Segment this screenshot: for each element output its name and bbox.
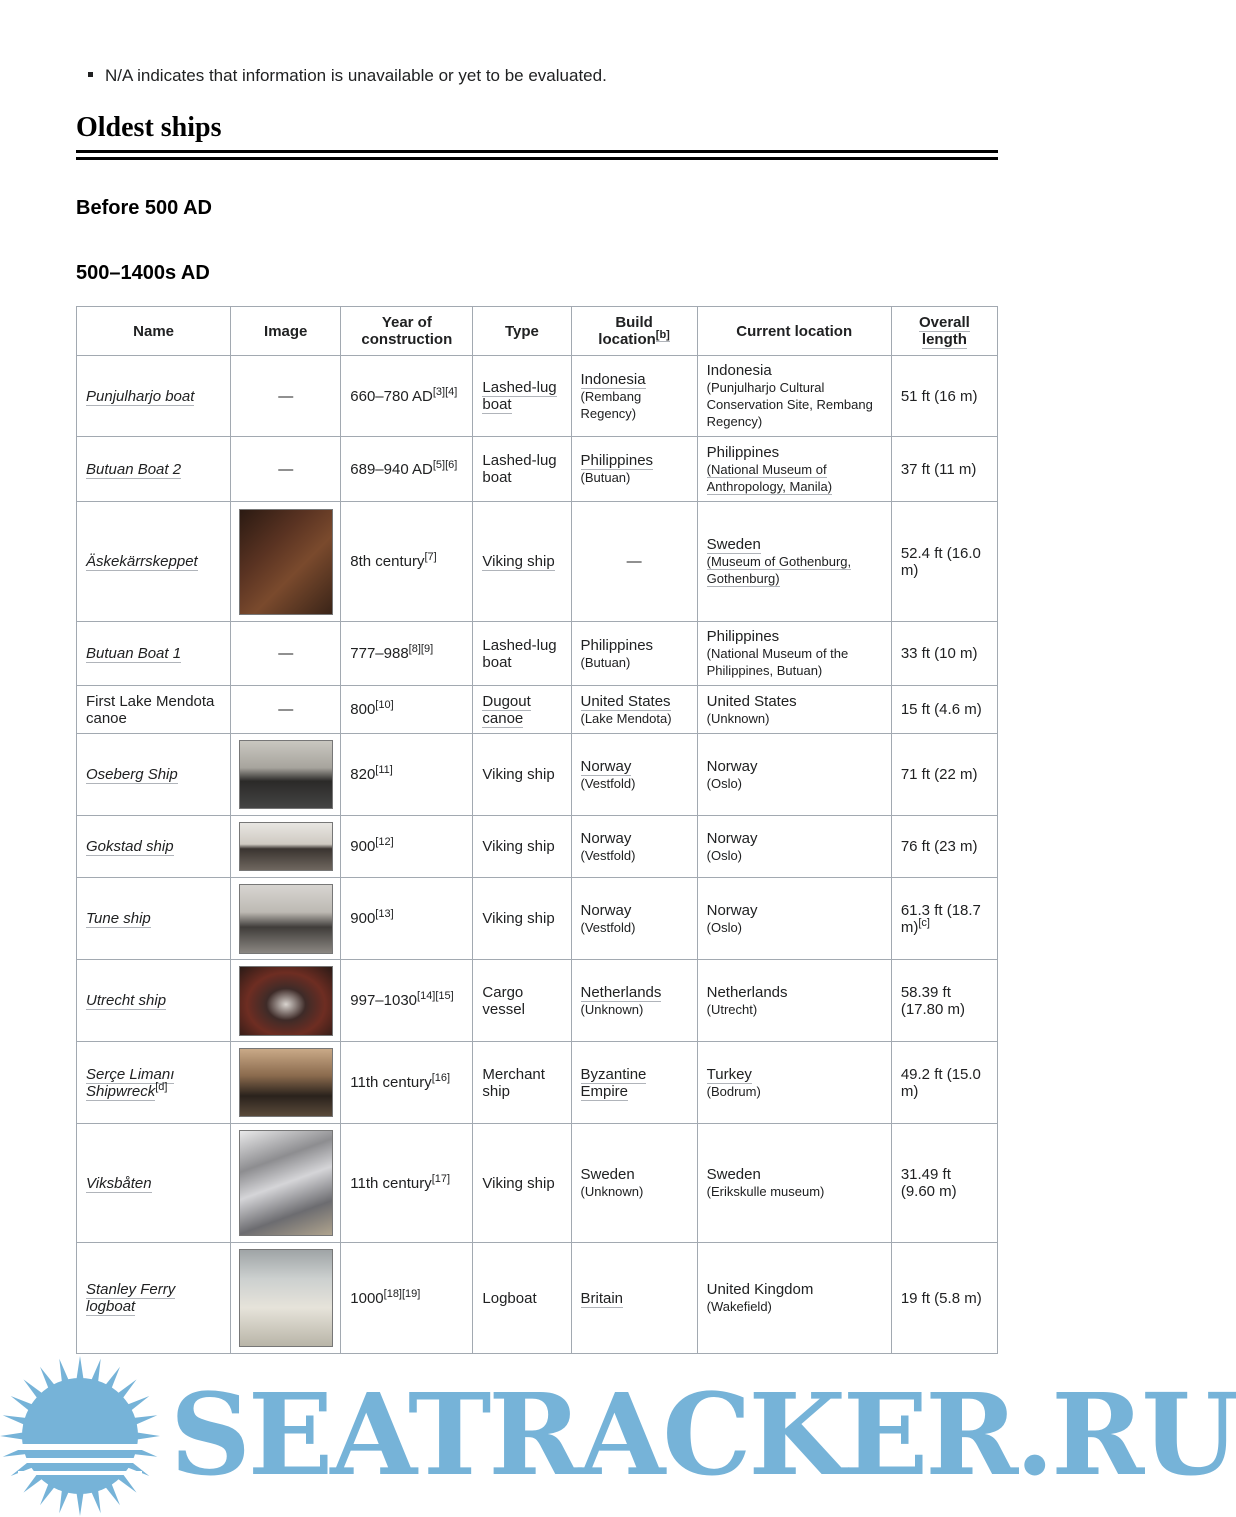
ship-name-link[interactable]: Viksbåten <box>86 1174 152 1192</box>
build-country-link[interactable]: Philippines <box>580 452 654 469</box>
year-value: 900 <box>350 910 376 927</box>
length-cell: 19 ft (5.8 m) <box>891 1243 997 1354</box>
table-row <box>77 1124 998 1243</box>
year-cell <box>341 1042 473 1124</box>
year-value: 11th century <box>350 1174 432 1192</box>
ship-image-cell: — <box>231 686 341 734</box>
current-country: United States <box>706 692 797 710</box>
current-country: Norway <box>706 901 758 919</box>
type-link[interactable]: Dugout canoe <box>482 692 531 727</box>
header-build-location[interactable] <box>571 307 697 356</box>
year-cell <box>341 622 473 686</box>
year-value: 997–1030 <box>350 992 418 1009</box>
table-row <box>77 1042 998 1124</box>
year-cell <box>341 356 473 437</box>
build-place[interactable]: (Vestfold) <box>580 775 636 791</box>
ship-photo[interactable] <box>239 1048 333 1117</box>
year-value: 800 <box>350 701 376 718</box>
length-cell: 76 ft (23 m) <box>891 816 997 878</box>
year-cell <box>341 1243 473 1354</box>
current-location-cell <box>697 686 891 734</box>
build-country: Sweden <box>580 1166 635 1183</box>
type-cell <box>473 356 571 437</box>
year-value: 660–780 AD <box>350 387 433 405</box>
build-place: (Unknown) <box>580 1184 644 1199</box>
header-length[interactable] <box>891 307 997 356</box>
year-cell <box>341 437 473 502</box>
bullet-icon <box>88 72 93 77</box>
subsection-heading-before-500: Before 500 AD <box>76 197 212 219</box>
table-row <box>77 686 998 734</box>
current-place: (Unknown) <box>706 710 770 726</box>
ship-photo[interactable] <box>239 740 333 809</box>
build-place[interactable]: (Lake Mendota) <box>580 710 672 726</box>
table-row <box>77 502 998 622</box>
current-location-cell <box>697 960 891 1042</box>
length-cell: 33 ft (10 m) <box>891 622 997 686</box>
ship-name-link[interactable]: Oseberg Ship <box>86 766 178 783</box>
section-rule <box>76 157 998 160</box>
ship-name-cell <box>77 356 231 437</box>
build-location-cell <box>571 878 697 960</box>
current-place[interactable]: (Oslo) <box>706 775 743 791</box>
ship-name-cell <box>77 960 231 1042</box>
build-place[interactable]: (Rembang Regency) <box>580 388 642 421</box>
note-text: N/A indicates that information is unavailable or yet to be evaluated. <box>105 66 607 85</box>
ship-image-cell <box>231 1042 341 1124</box>
ship-name-link[interactable]: Utrecht ship <box>86 992 167 1009</box>
ship-image-cell <box>231 960 341 1042</box>
year-cell <box>341 686 473 734</box>
current-location-cell <box>697 356 891 437</box>
build-place[interactable]: (Butuan) <box>580 470 631 485</box>
ship-photo[interactable] <box>239 822 333 871</box>
build-country-link[interactable]: Netherlands <box>580 983 662 1001</box>
type-cell: Viking ship <box>473 1124 571 1243</box>
ship-name-cell <box>77 1243 231 1354</box>
type-link[interactable]: Lashed-lug boat <box>482 379 557 413</box>
header-type[interactable]: Type <box>473 307 571 356</box>
build-place: (Vestfold) <box>580 919 636 935</box>
current-location-cell <box>697 1243 891 1354</box>
citation-ref[interactable]: [7] <box>424 551 437 563</box>
length-value: 61.3 ft (18.7 m) <box>900 901 981 936</box>
length-cell: 71 ft (22 m) <box>891 734 997 816</box>
current-location-cell <box>697 878 891 960</box>
build-location-cell: — <box>571 502 697 622</box>
ship-image-cell <box>231 1124 341 1243</box>
build-country: Philippines <box>580 636 654 654</box>
current-location-cell <box>697 816 891 878</box>
citation-ref[interactable]: [11] <box>375 764 393 776</box>
ship-name-link[interactable]: Gokstad ship <box>86 838 174 855</box>
build-country: Norway <box>580 829 632 847</box>
table-row <box>77 622 998 686</box>
ship-image-cell <box>231 1243 341 1354</box>
ship-name-cell <box>77 734 231 816</box>
build-country-link[interactable]: Norway <box>580 757 632 775</box>
current-place: (Erikskulle museum) <box>706 1184 825 1199</box>
build-place: (Vestfold) <box>580 847 636 863</box>
citation-ref[interactable]: [16] <box>431 1072 451 1084</box>
ship-photo[interactable] <box>239 1130 333 1236</box>
header-current-location[interactable]: Current location <box>697 307 891 356</box>
build-location-cell <box>571 1042 697 1124</box>
length-cell: 58.39 ft (17.80 m) <box>891 960 997 1042</box>
year-value: 820 <box>350 766 376 783</box>
current-location-cell <box>697 1042 891 1124</box>
current-place[interactable]: (Bodrum) <box>706 1083 761 1099</box>
year-value: 1000 <box>350 1289 384 1307</box>
note-ref[interactable]: [c] <box>918 916 930 929</box>
type-cell: Viking ship <box>473 878 571 960</box>
build-place: (Butuan) <box>580 654 631 670</box>
ship-image-cell <box>231 734 341 816</box>
current-location-cell <box>697 1124 891 1243</box>
build-location-cell <box>571 686 697 734</box>
ship-name-cell <box>77 502 231 622</box>
build-place: (Unknown) <box>580 1001 644 1017</box>
ship-image-cell: — <box>231 356 341 437</box>
citation-ref[interactable]: [14][15] <box>417 990 454 1002</box>
type-cell: Lashed-lug boat <box>473 622 571 686</box>
table-row <box>77 1243 998 1354</box>
ship-name-cell: First Lake Mendota canoe <box>77 686 231 734</box>
citation-ref[interactable]: [8][9] <box>408 643 434 655</box>
build-country-link[interactable]: Britain <box>580 1289 624 1307</box>
ship-name-link[interactable]: Tune ship <box>86 910 151 927</box>
table-row <box>77 960 998 1042</box>
ship-photo[interactable] <box>239 1249 333 1347</box>
header-build-label: Build location <box>598 314 656 348</box>
ship-name-cell <box>77 1124 231 1243</box>
year-cell <box>341 1124 473 1243</box>
ship-name-link[interactable]: Butuan Boat 2 <box>86 460 182 478</box>
note-ref[interactable]: [d] <box>155 1080 168 1093</box>
length-cell: 37 ft (11 m) <box>891 437 997 502</box>
note-list-item <box>88 66 607 86</box>
year-value: 777–988 <box>350 645 409 662</box>
note-ref[interactable]: [b] <box>655 329 670 341</box>
ship-photo[interactable] <box>239 509 333 615</box>
current-country: Philippines <box>706 628 780 645</box>
build-country-link[interactable]: United States <box>580 692 671 710</box>
length-cell: 52.4 ft (16.0 m) <box>891 502 997 622</box>
build-location-cell <box>571 734 697 816</box>
ship-name-link[interactable]: Äskekärrskeppet <box>86 553 198 570</box>
ship-name-cell <box>77 1042 231 1124</box>
current-place-link[interactable]: (Museum of Gothenburg, Gothenburg) <box>706 554 852 586</box>
current-location-cell <box>697 502 891 622</box>
year-cell <box>341 878 473 960</box>
type-cell: Cargo vessel <box>473 960 571 1042</box>
type-cell <box>473 686 571 734</box>
build-location-cell <box>571 1243 697 1354</box>
year-value: 8th century <box>350 553 425 570</box>
ship-name-link[interactable]: Butuan Boat 1 <box>86 645 182 662</box>
current-place: (Oslo) <box>706 847 743 863</box>
table-row <box>77 816 998 878</box>
ship-image-cell: — <box>231 437 341 502</box>
table-row <box>77 734 998 816</box>
citation-ref[interactable]: [3][4] <box>432 385 458 398</box>
type-cell: Viking ship <box>473 734 571 816</box>
build-country: Norway <box>580 901 632 919</box>
header-length-link[interactable]: Overall length <box>918 314 970 348</box>
ship-name-link[interactable]: Stanley Ferry logboat <box>86 1281 176 1315</box>
current-country: United Kingdom <box>706 1281 814 1298</box>
type-cell: Merchant ship <box>473 1042 571 1124</box>
build-location-cell <box>571 622 697 686</box>
table-row <box>77 437 998 502</box>
current-place: (National Museum of the Philippines, Butuan) <box>706 646 849 678</box>
citation-ref[interactable]: [17] <box>431 1172 451 1185</box>
ship-name-link[interactable]: Serçe Limanı Shipwreck <box>86 1065 175 1100</box>
current-place: (Punjulharjo Cultural Conservation Site, Rembang Regency) <box>706 380 873 429</box>
ship-photo[interactable] <box>239 966 333 1036</box>
citation-ref[interactable]: [13] <box>375 908 394 920</box>
ship-name-cell <box>77 878 231 960</box>
citation-ref[interactable]: [18][19] <box>383 1287 421 1300</box>
current-location-cell <box>697 622 891 686</box>
current-country: Netherlands <box>706 983 788 1001</box>
ship-name-link[interactable]: Punjulharjo boat <box>86 387 195 405</box>
subsection-heading-500-1400: 500–1400s AD <box>76 262 210 284</box>
length-cell: 31.49 ft (9.60 m) <box>891 1124 997 1243</box>
ship-name-cell <box>77 622 231 686</box>
table-header-row <box>77 307 998 356</box>
section-heading: Oldest ships <box>76 112 998 153</box>
current-place-link[interactable]: (National Museum of Anthropology, Manila) <box>706 461 833 494</box>
current-location-cell <box>697 437 891 502</box>
citation-ref[interactable]: [12] <box>375 836 394 848</box>
ship-image-cell <box>231 878 341 960</box>
current-place: (Oslo) <box>706 919 743 935</box>
build-location-cell <box>571 1124 697 1243</box>
current-country: Norway <box>706 829 758 847</box>
citation-ref[interactable]: [10] <box>375 699 394 711</box>
type-cell: Logboat <box>473 1243 571 1354</box>
ship-image-cell <box>231 816 341 878</box>
build-country-link[interactable]: Byzantine Empire <box>580 1065 647 1100</box>
current-country: Norway <box>706 757 758 775</box>
build-location-cell <box>571 437 697 502</box>
build-location-cell <box>571 816 697 878</box>
header-image: Image <box>231 307 341 356</box>
build-location-cell <box>571 356 697 437</box>
length-cell: 51 ft (16 m) <box>891 356 997 437</box>
length-cell: 49.2 ft (15.0 m) <box>891 1042 997 1124</box>
ship-image-cell <box>231 502 341 622</box>
build-country-link[interactable]: Indonesia <box>580 370 646 388</box>
type-link[interactable]: Viking ship <box>482 553 555 570</box>
current-country: Philippines <box>706 443 780 461</box>
year-value: 11th century <box>350 1074 432 1091</box>
oldest-ships-table <box>76 306 998 1354</box>
ship-photo[interactable] <box>239 884 333 954</box>
year-cell <box>341 960 473 1042</box>
year-cell <box>341 734 473 816</box>
ship-name-cell <box>77 816 231 878</box>
header-year[interactable]: Year of construction <box>341 307 473 356</box>
year-cell <box>341 816 473 878</box>
year-cell <box>341 502 473 622</box>
header-name[interactable]: Name <box>77 307 231 356</box>
current-place[interactable]: (Wakefield) <box>706 1299 772 1314</box>
type-cell <box>473 502 571 622</box>
length-cell <box>891 878 997 960</box>
watermark-text: SEATRACKER.RU <box>170 1370 1236 1501</box>
current-place[interactable]: (Utrecht) <box>706 1001 758 1017</box>
ship-image-cell: — <box>231 622 341 686</box>
current-country: Sweden <box>706 1166 761 1183</box>
table-row <box>77 878 998 960</box>
current-location-cell <box>697 734 891 816</box>
type-cell: Lashed-lug boat <box>473 437 571 502</box>
year-value: 900 <box>350 838 376 855</box>
current-country: Indonesia <box>706 362 772 379</box>
ship-name-cell <box>77 437 231 502</box>
table-row <box>77 356 998 437</box>
length-cell: 15 ft (4.6 m) <box>891 686 997 734</box>
citation-ref[interactable]: [5][6] <box>432 458 458 471</box>
current-country-link[interactable]: Sweden <box>706 536 761 553</box>
type-cell: Viking ship <box>473 816 571 878</box>
year-value: 689–940 AD <box>350 460 433 478</box>
current-country-link[interactable]: Turkey <box>706 1065 752 1083</box>
build-location-cell <box>571 960 697 1042</box>
